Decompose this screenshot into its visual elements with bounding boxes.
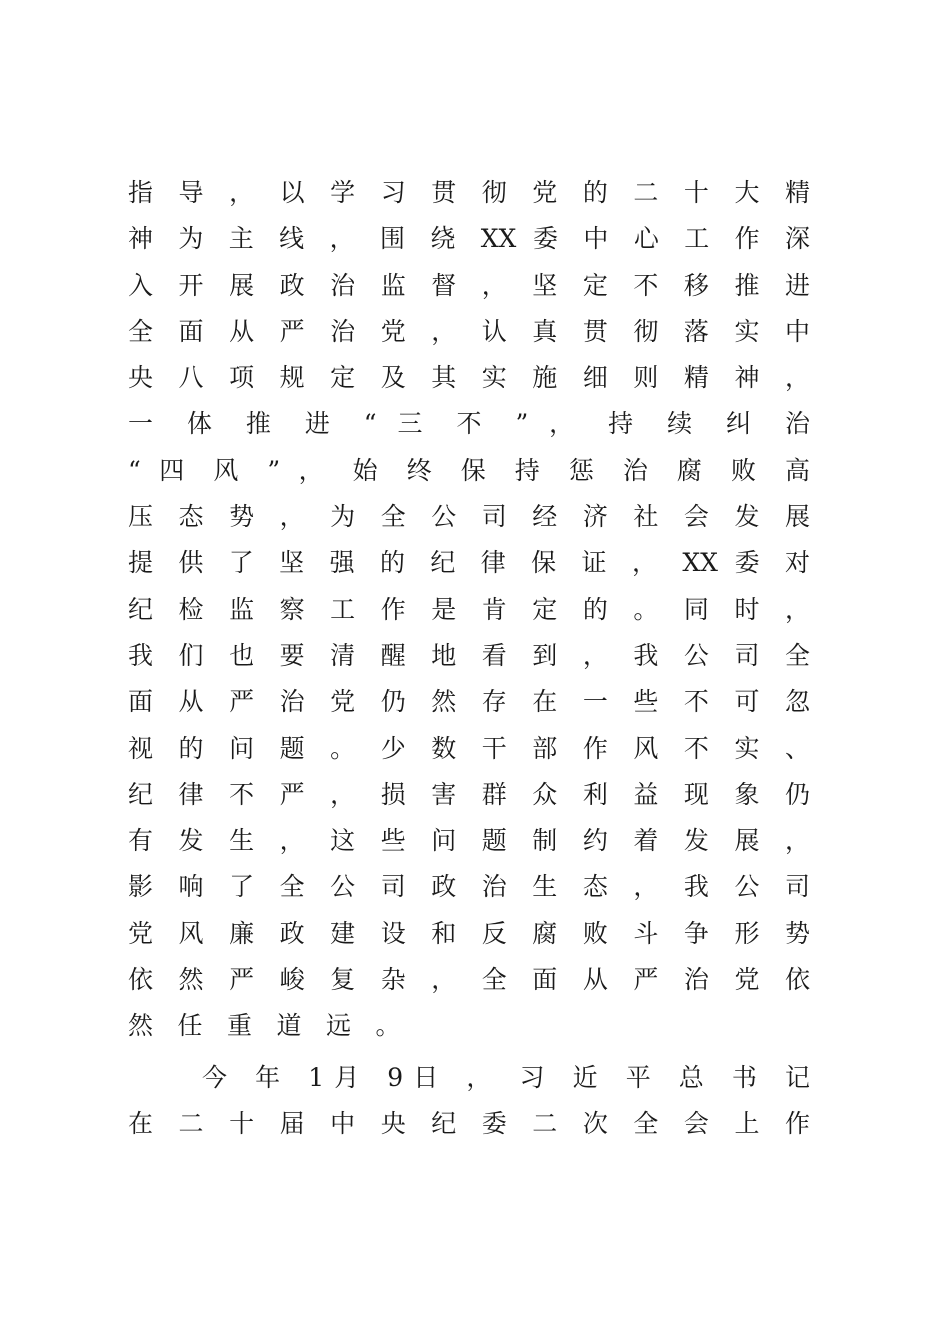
text-line: 在 二 十 届 中 央 纪 委 二 次 全 会 上 作	[128, 1108, 810, 1138]
text-line: 纪 律 不 严 ， 损 害 群 众 利 益 现 象 仍	[128, 779, 810, 809]
text-line: 压 态 势 ， 为 全 公 司 经 济 社 会 发 展	[128, 502, 810, 532]
text-line: 视 的 问 题 。 少 数 干 部 作 风 不 实 、	[128, 733, 810, 763]
text-line: 央 八 项 规 定 及 其 实 施 细 则 精 神 ，	[128, 363, 810, 393]
text-line: 纪 检 监 察 工 作 是 肯 定 的 。 同 时 ，	[128, 594, 810, 624]
text-line: 我 们 也 要 清 醒 地 看 到 ， 我 公 司 全	[128, 640, 810, 670]
text-line: 党 风 廉 政 建 设 和 反 腐 败 斗 争 形 势	[128, 918, 810, 948]
text-line: 全 面 从 严 治 党 ， 认 真 贯 彻 落 实 中	[128, 316, 810, 346]
text-line: 入 开 展 政 治 监 督 ， 坚 定 不 移 推 进	[128, 270, 810, 300]
text-line: 指 导 ， 以 学 习 贯 彻 党 的 二 十 大 精	[128, 178, 810, 207]
text-line: 今 年 1月 9日 ， 习 近 平 总 书 记	[202, 1062, 810, 1092]
text-line: 有 发 生 ， 这 些 问 题 制 约 着 发 展 ，	[128, 826, 810, 856]
text-line: 依 然 严 峻 复 杂 ， 全 面 从 严 治 党 依	[128, 965, 810, 995]
text-line: 然任重道远。	[128, 1011, 426, 1041]
paragraph-2	[128, 1055, 810, 1148]
text-line: 提 供 了 坚 强 的 纪 律 保 证 ， XX 委 对	[128, 548, 810, 578]
text-line: 面 从 严 治 党 仍 然 存 在 一 些 不 可 忽	[128, 687, 810, 717]
body-text	[128, 170, 810, 1147]
text-line: 神 为 主 线 ， 围 绕 XX 委 中 心 工 作 深	[128, 224, 810, 254]
paragraph-1	[128, 170, 810, 1050]
text-line: 影 响 了 全 公 司 政 治 生 态 ， 我 公 司	[128, 872, 810, 902]
text-line: 一 体 推 进 “ 三 不 ” ， 持 续 纠 治	[128, 409, 810, 439]
text-line: “ 四 风 ” ， 始 终 保 持 惩 治 腐 败 高	[128, 455, 810, 485]
